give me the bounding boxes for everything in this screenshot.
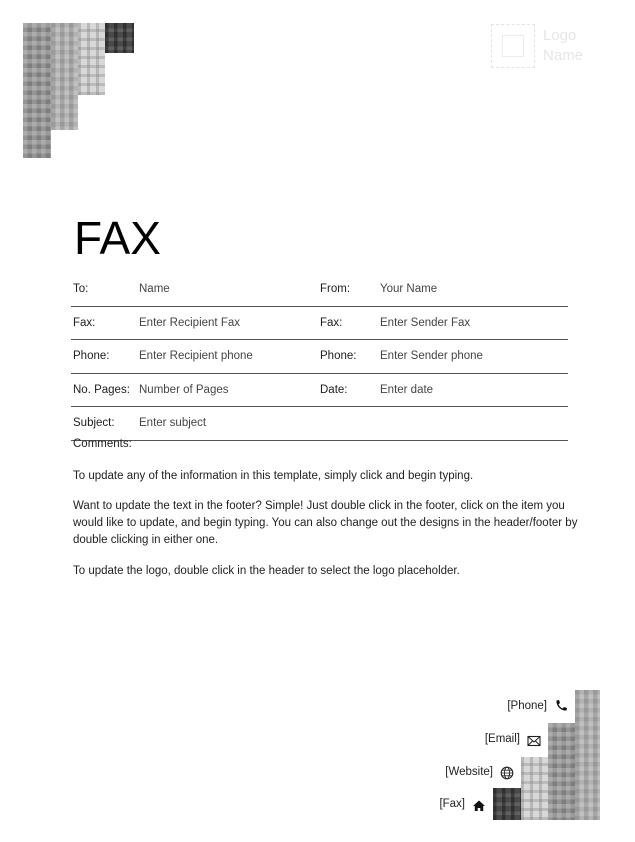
footer-decor-column xyxy=(548,723,575,820)
subject-field[interactable]: Enter subject xyxy=(139,417,207,429)
recipient-fax-field[interactable]: Enter Recipient Fax xyxy=(139,316,240,329)
sender-fax-field[interactable]: Enter Sender Fax xyxy=(380,316,471,329)
table-row xyxy=(71,407,568,441)
sender-phone-field[interactable]: Enter Sender phone xyxy=(380,350,483,362)
header-decor-column xyxy=(23,23,51,158)
pages-label: No. Pages: xyxy=(73,383,130,396)
comment-paragraph[interactable]: Want to update the text in the footer? Simple! Just double click in the footer, click on the item you would like to update, and begin typing. You can also change out the designs in the header/footer by double clicking in either one. xyxy=(73,500,578,546)
header-decor-column xyxy=(51,23,78,130)
subject-label: Subject: xyxy=(73,417,115,429)
footer-decor-column xyxy=(575,690,600,820)
comment-paragraph[interactable]: To update any of the information in this template, simply click and begin typing. xyxy=(73,470,474,482)
table-row xyxy=(71,307,568,341)
pages-field[interactable]: Number of Pages xyxy=(139,383,229,396)
footer-decor-column xyxy=(493,788,521,820)
footer-email[interactable]: [Email] xyxy=(484,733,520,745)
date-label: Date: xyxy=(320,383,348,396)
date-field[interactable]: Enter date xyxy=(380,383,434,396)
sender-fax-label: Fax: xyxy=(320,316,343,329)
phone-icon xyxy=(554,699,568,713)
globe-icon xyxy=(500,766,514,780)
from-label: From: xyxy=(320,283,351,295)
recipient-fax-label: Fax: xyxy=(73,316,96,329)
footer-website[interactable]: [Website] xyxy=(445,766,493,778)
table-row xyxy=(71,273,568,307)
sender-phone-label: Phone: xyxy=(320,350,357,362)
comment-paragraph[interactable]: To update the logo, double click in the header to select the logo placeholder. xyxy=(73,565,460,577)
to-label: To: xyxy=(73,283,89,295)
from-field[interactable]: Your Name xyxy=(380,283,438,295)
page-title: FAX xyxy=(74,212,161,264)
logo-line-1: Logo xyxy=(543,27,577,44)
header-decor-column xyxy=(78,23,105,95)
fax-details-table xyxy=(71,273,568,441)
to-field[interactable]: Name xyxy=(139,283,170,295)
table-row xyxy=(71,340,568,374)
footer-phone[interactable]: [Phone] xyxy=(507,700,547,712)
footer-decor-column xyxy=(521,757,548,820)
home-icon xyxy=(472,799,486,813)
footer-fax[interactable]: [Fax] xyxy=(439,798,465,810)
recipient-phone-label: Phone: xyxy=(73,350,110,362)
logo-image-placeholder xyxy=(491,24,535,68)
envelope-icon xyxy=(527,734,541,748)
logo-text xyxy=(543,26,583,66)
recipient-phone-field[interactable]: Enter Recipient phone xyxy=(139,350,253,362)
comments-label: Comments: xyxy=(73,438,132,450)
logo-line-2: Name xyxy=(543,47,584,64)
logo-placeholder[interactable] xyxy=(491,24,591,69)
logo-icon xyxy=(502,35,524,57)
header-decor-column xyxy=(105,23,134,53)
table-row xyxy=(71,374,568,408)
